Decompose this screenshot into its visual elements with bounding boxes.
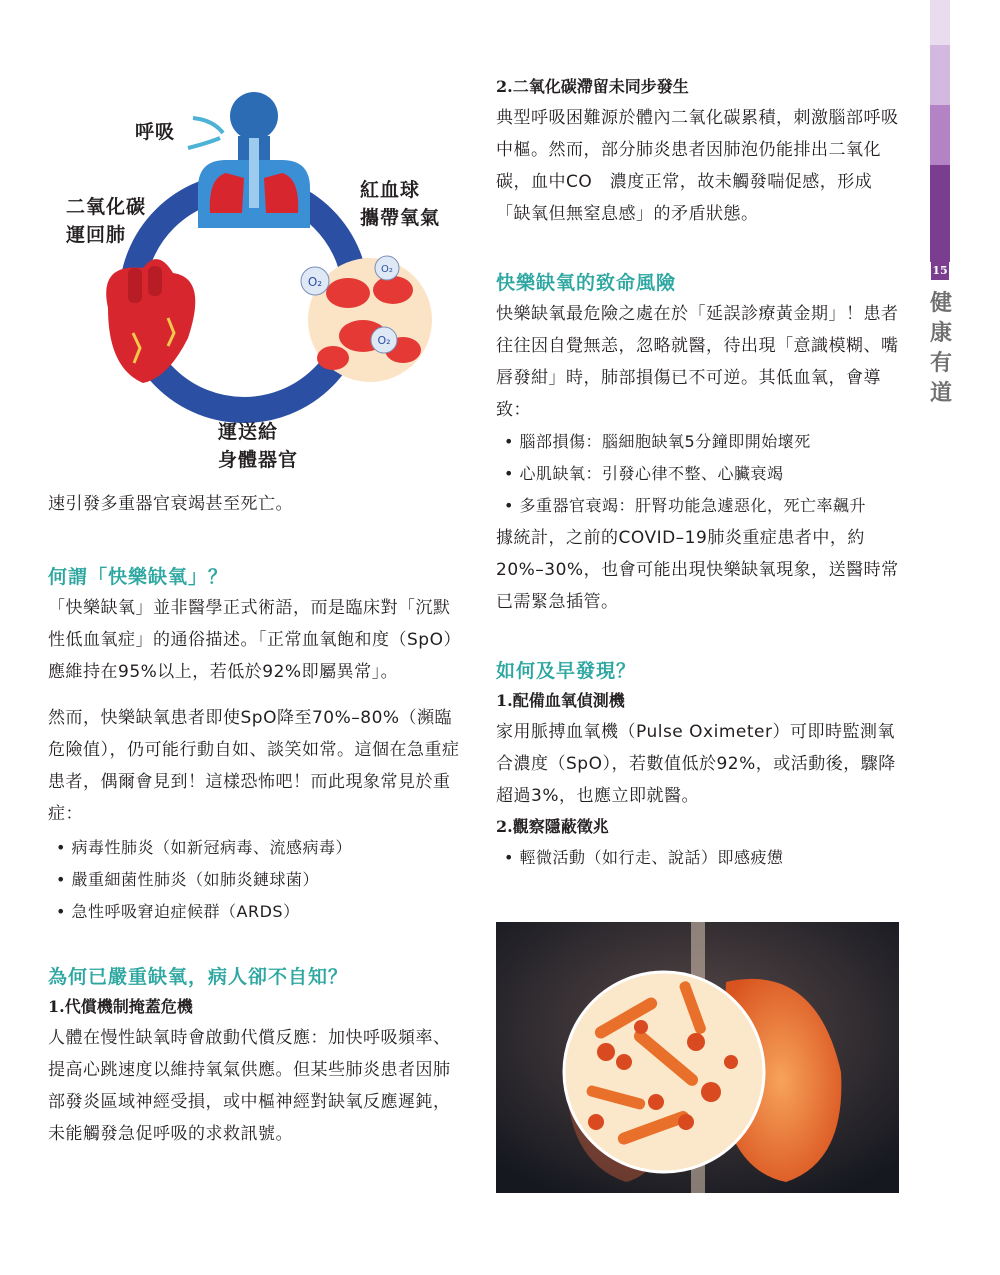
section4-list xyxy=(496,842,901,874)
heart-icon xyxy=(106,259,195,383)
left-column xyxy=(48,488,460,1150)
label-rbc-line2: 攜帶氧氣 xyxy=(360,207,441,229)
section1-list xyxy=(48,832,460,928)
section1-title: 何謂「快樂缺氧」？ xyxy=(48,566,229,588)
section2-paragraph1: 人體在慢性缺氧時會啟動代償反應：加快呼吸頻率、提高心跳速度以維持氧氣供應。但某些肺炎患者因肺部發炎區域神經受損，或中樞神經對缺氧反應遲鈍，未能觸發急促呼吸的求救訊號。 xyxy=(48,1028,451,1144)
section3-paragraph2: 據統計，之前的COVID–19肺炎重症患者中，約20%–30%，也會可能出現快樂缺氧現象，送醫時常已需緊急插管。 xyxy=(496,528,899,612)
red-blood-cells-icon xyxy=(301,256,432,382)
label-rbc-line1: 紅血球 xyxy=(360,179,421,201)
label-organs xyxy=(218,418,298,474)
section3-list xyxy=(496,426,901,522)
page-number: 15 xyxy=(931,262,949,280)
continued-text: 速引發多重器官衰竭甚至死亡。 xyxy=(48,494,293,514)
o2-badge-1: O₂ xyxy=(307,275,323,289)
list-item: • 輕微活動（如行走、說話）即感疲憊 xyxy=(496,842,901,874)
right-column xyxy=(496,72,901,874)
sidebar-title: 健康有道 xyxy=(930,290,953,406)
label-co2-line1: 二氧化碳 xyxy=(66,196,147,218)
section2-subtitle1: 1.代償機制掩蓋危機 xyxy=(48,997,193,1016)
list-item: • 腦部損傷：腦細胞缺氧5分鐘即開始壞死 xyxy=(496,426,901,458)
side-tab-1 xyxy=(930,0,950,45)
co2-subtitle: 2.二氧化碳滯留未同步發生 xyxy=(496,77,689,96)
label-rbc xyxy=(360,176,440,232)
section2-title: 為何已嚴重缺氧，病人卻不自知？ xyxy=(48,966,349,988)
side-tab-2 xyxy=(930,45,950,105)
magnified-bacteria-circle xyxy=(564,972,764,1172)
section1-paragraph2: 然而，快樂缺氧患者即使SpO降至70%–80%（瀕臨危險值），仍可能行動自如、談笑如常。這個在急重症患者，偶爾會見到！這樣恐怖吧！而此現象常見於重症： xyxy=(48,708,460,824)
section4-paragraph1: 家用脈搏血氧機（Pulse Oximeter）可即時監測氧合濃度（SpO），若數值低於92%，或活動後，驟降超過3%，也應立即就醫。 xyxy=(496,722,896,806)
list-item: • 嚴重細菌性肺炎（如肺炎鏈球菌） xyxy=(48,864,460,896)
section3-title: 快樂缺氧的致命風險 xyxy=(496,272,677,294)
section4-title: 如何及早發現？ xyxy=(496,660,637,682)
section4-subtitle2: 2.觀察隱蔽徵兆 xyxy=(496,817,609,836)
list-item: • 急性呼吸窘迫症候群（ARDS） xyxy=(48,896,460,928)
label-organs-line1: 運送給 xyxy=(218,421,279,443)
label-organs-line2: 身體器官 xyxy=(218,449,299,471)
list-item: • 心肌缺氧：引發心律不整、心臟衰竭 xyxy=(496,458,901,490)
section4-subtitle1: 1.配備血氧偵測機 xyxy=(496,691,625,710)
list-item: • 病毒性肺炎（如新冠病毒、流感病毒） xyxy=(48,832,460,864)
label-breathe: 呼吸 xyxy=(135,121,176,143)
list-item: • 多重器官衰竭：肝腎功能急遽惡化，死亡率飆升 xyxy=(496,490,901,522)
o2-badge-2: O₂ xyxy=(381,264,393,275)
side-tab-3 xyxy=(930,105,950,165)
o2-badge-3: O₂ xyxy=(377,334,391,347)
side-tab-4 xyxy=(930,165,950,262)
label-co2-line2: 運回肺 xyxy=(66,224,127,246)
co2-paragraph: 典型呼吸困難源於體內二氧化碳累積，刺激腦部呼吸中樞。然而，部分肺炎患者因肺泡仍能排出二氧化碳，血中CO 濃度正常，故未觸發喘促感，形成「缺氧但無窒息感」的矛盾狀態。 xyxy=(496,108,899,224)
lungs-body-icon xyxy=(188,92,310,228)
section1-paragraph1: 「快樂缺氧」並非醫學正式術語，而是臨床對「沉默性低血氧症」的通俗描述。「正常血氧飽和度（SpO）應維持在95%以上，若低於92%即屬異常」。 xyxy=(48,598,453,682)
section3-paragraph1: 快樂缺氧最危險之處在於「延誤診療黃金期」！患者往往因自覺無恙，忽略就醫，待出現「意識模糊、嘴唇發紺」時，肺部損傷已不可逆。其低血氧，會導致： xyxy=(496,304,899,420)
lung-bacteria-image xyxy=(496,922,899,1193)
label-co2 xyxy=(66,193,146,249)
